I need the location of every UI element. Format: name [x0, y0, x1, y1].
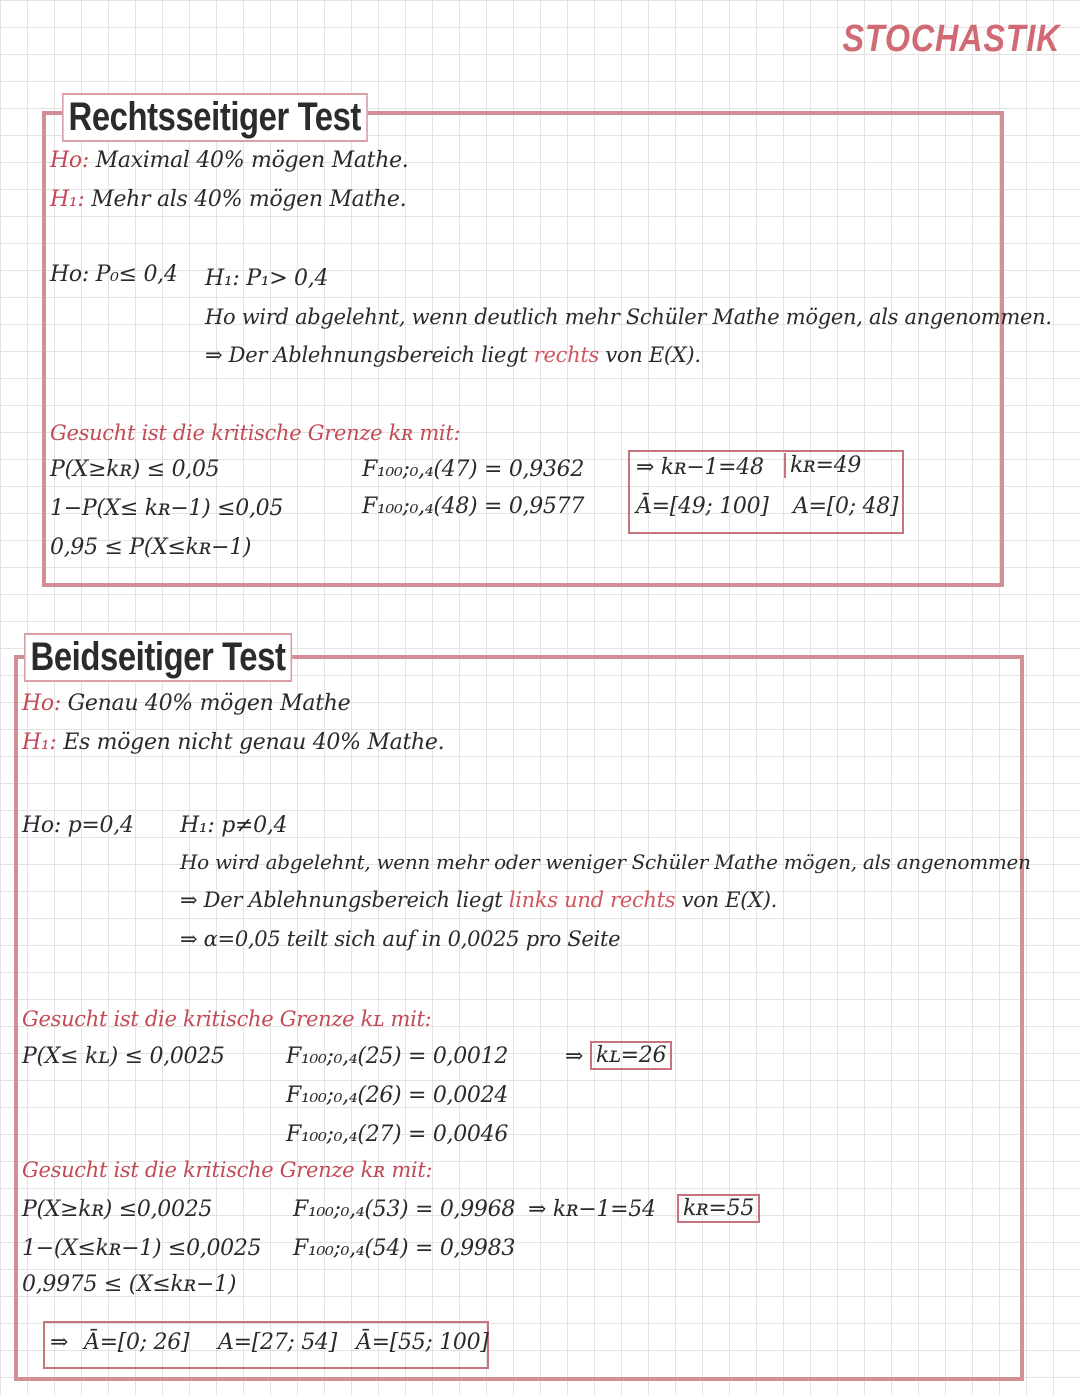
right-region-suffix: von E(X). — [605, 343, 701, 367]
two-region-suffix: von E(X). — [681, 888, 778, 912]
two-region-word: links und rechts — [508, 888, 676, 912]
two-result-left-arrow: ⇒ — [565, 1044, 584, 1069]
right-region-prefix: ⇒ Der Ablehnungsbereich liegt — [205, 343, 528, 367]
two-f-right-2: F₁₀₀;₀,₄(54) = 0,9983 — [293, 1236, 516, 1261]
right-search-text: Gesucht ist die kritische Grenze kʀ mit: — [50, 421, 461, 445]
two-result-right-k: kʀ=55 — [677, 1194, 760, 1223]
two-final-a: A=[27; 54] — [218, 1330, 337, 1355]
right-h0-line — [50, 148, 408, 173]
right-f-1: F₁₀₀;₀,₄(47) = 0,9362 — [362, 457, 585, 482]
two-search-right: Gesucht ist die kritische Grenze kʀ mit: — [22, 1158, 433, 1182]
right-cond-3: 0,95 ≤ P(X≤kʀ−1) — [50, 535, 252, 560]
right-h0-formula: Ho: P₀≤ 0,4 — [50, 262, 178, 287]
right-result-k: kʀ=49 — [784, 453, 865, 478]
two-final-arrow: ⇒ — [50, 1330, 69, 1355]
two-h0-line — [22, 691, 350, 716]
two-f-left-3: F₁₀₀;₀,₄(27) = 0,0046 — [286, 1122, 509, 1147]
two-cond-right-3: 0,9975 ≤ (X≤kʀ−1) — [22, 1272, 237, 1297]
two-h0-formula: Ho: p=0,4 — [22, 813, 134, 838]
right-cond-1: P(X≥kʀ) ≤ 0,05 — [50, 457, 220, 482]
right-h0-text: Maximal 40% mögen Mathe. — [95, 148, 409, 173]
two-reject-text: Ho wird abgelehnt, wenn mehr oder weniger Schüler Mathe mögen, als angenommen — [180, 850, 1031, 874]
right-h1-line — [50, 187, 406, 212]
right-cond-2: 1−P(X≤ kʀ−1) ≤0,05 — [50, 496, 284, 521]
two-h1-formula: H₁: p≠0,4 — [180, 813, 288, 838]
right-region-word: rechts — [533, 343, 599, 367]
two-cond-left: P(X≤ kʟ) ≤ 0,0025 — [22, 1044, 225, 1069]
two-cond-right-1: P(X≥kʀ) ≤0,0025 — [22, 1197, 213, 1222]
right-result-a: A=[0; 48] — [793, 494, 899, 519]
page-title: STOCHASTIK — [842, 18, 1060, 60]
two-result-right-arrow: ⇒ kʀ−1=54 — [528, 1197, 656, 1222]
right-f-2: F₁₀₀;₀,₄(48) = 0,9577 — [362, 494, 585, 519]
two-final-abar2: Ā=[55; 100] — [356, 1330, 489, 1355]
right-region-line — [205, 343, 701, 367]
two-cond-right-2: 1−(X≤kʀ−1) ≤0,0025 — [22, 1236, 262, 1261]
two-final-abar1: Ā=[0; 26] — [84, 1330, 190, 1355]
right-h1-label: H₁: — [50, 187, 85, 212]
two-h1-text: Es mögen nicht genau 40% Mathe. — [63, 730, 445, 755]
two-f-left-2: F₁₀₀;₀,₄(26) = 0,0024 — [286, 1083, 509, 1108]
two-result-left-k: kʟ=26 — [590, 1041, 672, 1070]
two-test-heading: Beidseitiger Test — [24, 633, 292, 682]
right-h1-text: Mehr als 40% mögen Mathe. — [91, 187, 407, 212]
two-h0-label: Ho: — [22, 691, 61, 716]
two-f-right-1: F₁₀₀;₀,₄(53) = 0,9968 — [293, 1197, 516, 1222]
right-test-heading: Rechtsseitiger Test — [62, 93, 368, 142]
two-h0-text: Genau 40% mögen Mathe — [67, 691, 351, 716]
two-h1-label: H₁: — [22, 730, 57, 755]
two-region-prefix: ⇒ Der Ablehnungsbereich liegt — [180, 888, 503, 912]
right-result-abar: Ā=[49; 100] — [636, 494, 769, 519]
right-h0-label: Ho: — [50, 148, 89, 173]
right-result-arrow: ⇒ kʀ−1=48 — [636, 455, 764, 480]
right-h1-formula: H₁: P₁> 0,4 — [205, 266, 329, 291]
two-search-left: Gesucht ist die kritische Grenze kʟ mit: — [22, 1007, 432, 1031]
two-region-line — [180, 888, 777, 912]
two-f-left-1: F₁₀₀;₀,₄(25) = 0,0012 — [286, 1044, 509, 1069]
right-reject-text: Ho wird abgelehnt, wenn deutlich mehr Schüler Mathe mögen, als angenommen. — [205, 305, 1052, 329]
two-h1-line — [22, 730, 444, 755]
two-alpha-text: ⇒ α=0,05 teilt sich auf in 0,0025 pro Seite — [180, 927, 621, 951]
